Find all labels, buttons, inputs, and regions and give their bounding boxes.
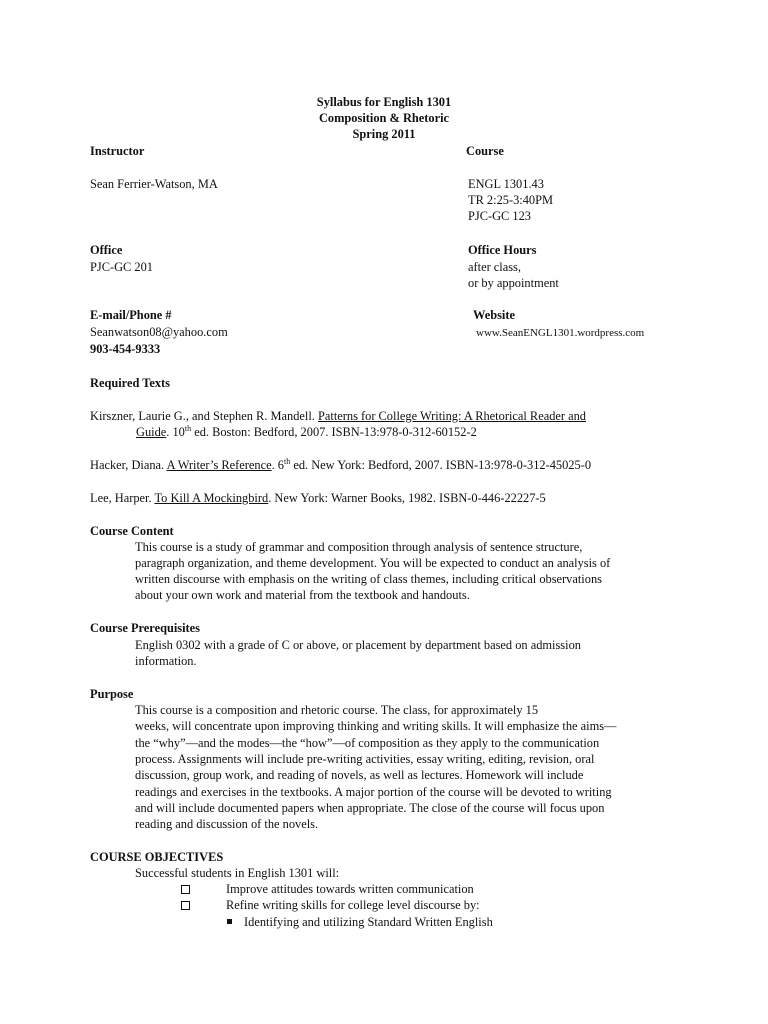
course-content-line: paragraph organization, and theme development. You will be expected to conduct an analysis of	[135, 556, 611, 570]
contact-email[interactable]: Seanwatson08@yahoo.com	[90, 325, 228, 339]
book3-title: To Kill A Mockingbird	[154, 491, 269, 505]
purpose-line: the “why”—and the modes—the “how”—of composition as they apply to the communication	[135, 736, 600, 750]
course-content-heading: Course Content	[90, 524, 174, 538]
contact-heading: E-mail/Phone #	[90, 308, 172, 322]
prerequisites-line: English 0302 with a grade of C or above, or placement by department based on admission	[135, 638, 581, 652]
prerequisites-line: information.	[135, 654, 197, 668]
website-heading: Website	[473, 308, 515, 322]
course-time: TR 2:25-3:40PM	[468, 193, 554, 207]
purpose-line: and will include documented papers when appropriate. The close of the course will focus upon	[135, 801, 605, 815]
book2-edition: . 6	[271, 458, 284, 472]
office-heading: Office	[90, 243, 123, 257]
purpose-line: process. Assignments will include pre-writing activities, essay writing, editing, revision, oral	[135, 752, 595, 766]
objectives-intro: Successful students in English 1301 will:	[135, 866, 340, 880]
checkbox-bullet-icon	[181, 901, 190, 910]
title-line-course: Syllabus for English 1301	[316, 95, 452, 109]
book2-edition-sup: th	[283, 456, 291, 466]
purpose-line: readings and exercises in the textbooks. A major portion of the course will be devoted to writing	[135, 785, 612, 799]
book1-edition-sup: th	[184, 423, 192, 433]
course-number: ENGL 1301.43	[468, 177, 544, 191]
book1-title-cont: Guide	[136, 425, 167, 439]
book2-citation	[90, 457, 591, 473]
book3-publication: . New York: Warner Books, 1982. ISBN-0-446-22227-5	[268, 491, 546, 505]
required-texts-heading: Required Texts	[90, 376, 170, 390]
book3-citation	[90, 490, 546, 506]
book1-edition: . 10	[166, 425, 185, 439]
objective-item: Refine writing skills for college level discourse by:	[226, 898, 480, 912]
objective-subitem: Identifying and utilizing Standard Written English	[244, 915, 493, 929]
office-room: PJC-GC 201	[90, 260, 153, 274]
book1-title: Patterns for College Writing: A Rhetorical Reader and	[317, 409, 586, 423]
objectives-heading: COURSE OBJECTIVES	[90, 850, 224, 864]
course-content-line: This course is a study of grammar and composition through analysis of sentence structure,	[135, 540, 583, 554]
contact-phone: 903-454-9333	[90, 342, 161, 356]
course-heading: Course	[466, 144, 504, 158]
purpose-line: This course is a composition and rhetoric course. The class, for approximately 15	[135, 703, 539, 717]
instructor-name: Sean Ferrier-Watson, MA	[90, 177, 218, 191]
purpose-line: discussion, group work, and reading of novels, as well as lectures. Homework will include	[135, 768, 584, 782]
office-hours-line2: or by appointment	[468, 276, 559, 290]
office-hours-line1: after class,	[468, 260, 521, 274]
book1-author: Kirszner, Laurie G., and Stephen R. Mandell.	[90, 409, 318, 423]
title-line-subject: Composition & Rhetoric	[318, 111, 450, 125]
book2-publication: ed. New York: Bedford, 2007. ISBN-13:978-0-312-45025-0	[290, 458, 592, 472]
purpose-line: weeks, will concentrate upon improving thinking and writing skills. It will emphasize the aims—	[135, 719, 617, 733]
checkbox-bullet-icon	[181, 885, 190, 894]
instructor-heading: Instructor	[90, 144, 145, 158]
document-title	[0, 94, 768, 142]
title-line-term: Spring 2011	[352, 127, 416, 141]
course-content-line: about your own work and material from the textbook and handouts.	[135, 588, 470, 602]
office-hours-heading: Office Hours	[468, 243, 537, 257]
prerequisites-heading: Course Prerequisites	[90, 621, 201, 635]
course-content-line: written discourse with emphasis on the writing of class themes, including critical observations	[135, 572, 602, 586]
book2-author: Hacker, Diana.	[90, 458, 167, 472]
purpose-heading: Purpose	[90, 687, 134, 701]
book1-citation-line2	[136, 424, 477, 440]
book1-publication: ed. Boston: Bedford, 2007. ISBN-13:978-0-312-60152-2	[191, 425, 477, 439]
purpose-line: reading and discussion of the novels.	[135, 817, 319, 831]
course-room: PJC-GC 123	[468, 209, 531, 223]
book1-citation-line1	[90, 408, 586, 424]
book3-author: Lee, Harper.	[90, 491, 155, 505]
square-bullet-icon	[227, 919, 232, 924]
book2-title: A Writer’s Reference	[166, 458, 272, 472]
objective-item: Improve attitudes towards written communication	[226, 882, 474, 896]
website-url[interactable]: www.SeanENGL1301.wordpress.com	[476, 327, 645, 339]
